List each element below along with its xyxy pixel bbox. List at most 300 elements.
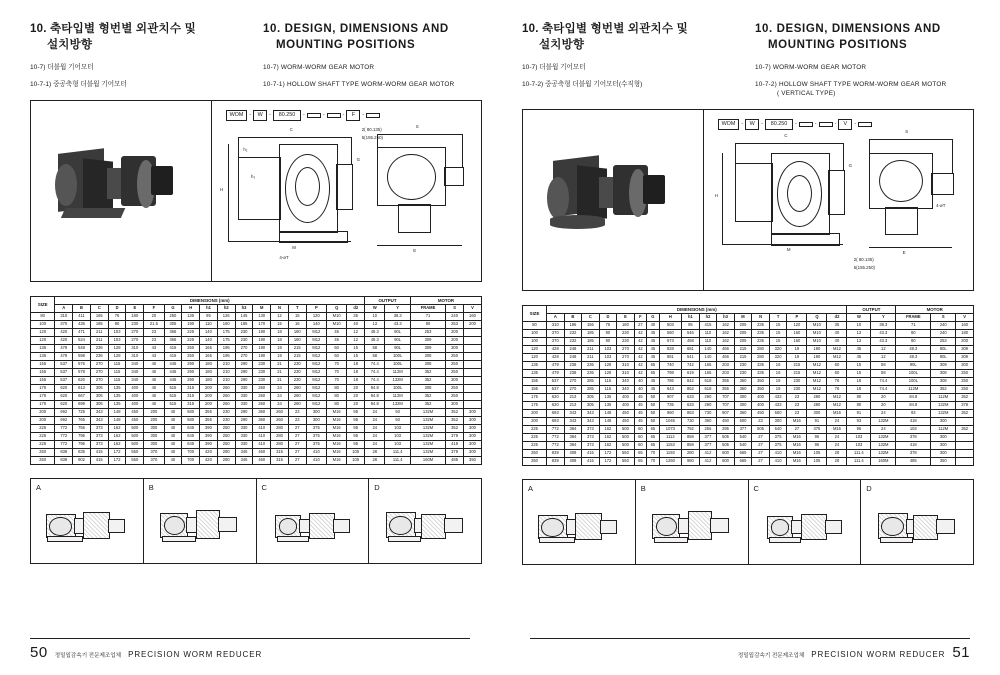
cell-y: 100L — [385, 384, 411, 392]
cell-s: 352 — [446, 408, 464, 416]
rgroup-output: OUTPUT — [847, 305, 896, 313]
cell-p: 375 — [306, 424, 326, 432]
cell-g: 365 — [164, 328, 182, 336]
cell-h: 645 — [182, 432, 200, 440]
cell-a: 370 — [547, 329, 565, 337]
cell-a: 772 — [547, 425, 565, 433]
left-sub-en-1: 10-7) WORM-WORM GEAR MOTOR — [263, 64, 375, 72]
cell-p: 230 — [787, 385, 807, 393]
worm-gear-motor-vertical-photo — [545, 146, 681, 250]
cell-d2: 95 — [347, 440, 365, 448]
cell-s: 250 — [446, 352, 464, 360]
cell-p: 120 — [306, 312, 326, 320]
table-row — [31, 408, 482, 416]
cell-e: 180 — [617, 321, 635, 329]
cell-frame: 485 — [896, 457, 931, 465]
cell-h3: 162 — [717, 329, 735, 337]
cell-m: 540 — [734, 433, 752, 441]
cell-p: M12 — [306, 400, 326, 408]
cell-size: 120 — [523, 345, 547, 353]
cell-q: 280 — [807, 393, 827, 401]
cell-c: 211 — [90, 328, 108, 336]
cell-v — [463, 376, 481, 384]
cell-m: 230 — [734, 361, 752, 369]
cell-g: 50 — [647, 409, 659, 417]
cell-b: 384 — [564, 425, 582, 433]
cell-m: 215 — [734, 353, 752, 361]
cell-y: 20 — [871, 393, 896, 401]
cell-q: 60 — [327, 352, 347, 360]
cell-n: 280 — [752, 345, 770, 353]
cell-q: 70 — [327, 368, 347, 376]
cell-g: 45 — [647, 329, 659, 337]
cell-h2: 412 — [699, 449, 717, 457]
cell-d: 115 — [599, 377, 617, 385]
column-header-w: W — [847, 313, 871, 321]
cell-v: 378 — [956, 401, 974, 409]
cell-t: 16 — [769, 361, 787, 369]
cell-frame: 378 — [896, 449, 931, 457]
cell-v: 352 — [956, 425, 974, 433]
column-header-y: Y — [871, 313, 896, 321]
cell-p: 215 — [787, 369, 807, 377]
cell-w: 13 — [847, 329, 871, 337]
cell-h3: 230 — [235, 328, 253, 336]
cell-size: 100 — [31, 320, 55, 328]
cell-d: 90 — [599, 337, 617, 345]
cell-c: 211 — [90, 336, 108, 344]
cell-h3: 330 — [235, 424, 253, 432]
cell-c: 185 — [582, 329, 600, 337]
cell-s: 240 — [931, 329, 956, 337]
cell-h1: 842 — [682, 377, 700, 385]
cell-n: 24 — [271, 392, 289, 400]
cell-a: 370 — [547, 337, 565, 345]
cell-w: 24 — [365, 408, 385, 416]
cell-g: 40 — [164, 440, 182, 448]
cell-e: 500 — [617, 433, 635, 441]
cell-d2: 28 — [827, 449, 847, 457]
cell-b: 186 — [564, 321, 582, 329]
cell-p: M12 — [306, 392, 326, 400]
cell-w: 15 — [847, 361, 871, 369]
table-row — [523, 401, 974, 409]
left-dimensions-table-wrap — [30, 296, 482, 465]
table-row — [31, 424, 482, 432]
cell-g: 70 — [647, 449, 659, 457]
cell-f: 42 — [634, 345, 646, 353]
cell-h1: 200 — [200, 384, 218, 392]
cell-m: 360 — [253, 408, 271, 416]
cell-f: 40 — [144, 360, 164, 368]
cell-g: 250 — [164, 312, 182, 320]
column-header-t: T — [288, 304, 306, 312]
cell-s: 308 — [931, 377, 956, 385]
cell-h3: 450 — [717, 417, 735, 425]
cell-v — [463, 352, 481, 360]
cell-p: 410 — [306, 448, 326, 456]
cell-d2: 105 — [347, 456, 365, 464]
cell-w: 24 — [365, 424, 385, 432]
column-header-g: G — [164, 304, 182, 312]
cell-d: 148 — [599, 417, 617, 425]
cell-h1: 280 — [682, 449, 700, 457]
cell-h1: 681 — [682, 345, 700, 353]
cell-q: M10 — [807, 329, 827, 337]
cell-s: 253 — [446, 320, 464, 328]
cell-c: 211 — [582, 353, 600, 361]
cell-d: 148 — [108, 416, 126, 424]
cell-c: 373 — [90, 424, 108, 432]
cell-h3: 290 — [235, 376, 253, 384]
cell-w: 28 — [365, 456, 385, 464]
cell-c: 305 — [90, 400, 108, 408]
cell-h2: 175 — [217, 328, 235, 336]
cell-h3: 505 — [717, 441, 735, 449]
left-footer — [0, 638, 500, 661]
cell-frame: 253 — [410, 328, 445, 336]
cell-h1: 140 — [200, 336, 218, 344]
cell-g: 65 — [647, 369, 659, 377]
cell-e: 450 — [617, 409, 635, 417]
cell-g: 40 — [164, 416, 182, 424]
cell-e: 550 — [126, 456, 144, 464]
cell-p: 23 — [787, 401, 807, 409]
cell-s: 352 — [446, 416, 464, 424]
cell-h2: 260 — [217, 400, 235, 408]
cell-q: 300 — [807, 409, 827, 417]
rmounting-label-c: C — [753, 483, 759, 493]
cell-size: 120 — [31, 328, 55, 336]
cell-w: 111.4 — [847, 449, 871, 457]
cell-e: 550 — [126, 448, 144, 456]
cell-a: 420 — [55, 336, 73, 344]
cell-c: 165 — [90, 312, 108, 320]
cell-q: M10 — [807, 321, 827, 329]
left-title-ko-line2: 설치방향 — [47, 38, 93, 51]
cell-f: 27 — [634, 321, 646, 329]
cell-d: 103 — [108, 328, 126, 336]
cell-v — [463, 344, 481, 352]
cell-g: 365 — [164, 336, 182, 344]
cell-h: 798 — [659, 369, 682, 377]
cell-size: 200 — [31, 408, 55, 416]
cell-b: 765 — [73, 416, 91, 424]
rgroup-motor: MOTOR — [896, 305, 974, 313]
table-row — [31, 376, 482, 384]
cell-g: 65 — [647, 425, 659, 433]
cell-b: 408 — [564, 449, 582, 457]
cell-m: 260 — [253, 384, 271, 392]
cell-g: 50 — [647, 417, 659, 425]
right-model-code: WOM - W - 80.250 - - - V - — [718, 119, 875, 130]
cell-m: 300 — [734, 393, 752, 401]
cell-h: 843 — [659, 385, 682, 393]
cell-e: 400 — [126, 384, 144, 392]
cell-m: 350 — [734, 385, 752, 393]
cell-t: 230 — [288, 360, 306, 368]
cell-q: M16 — [327, 416, 347, 424]
cell-size: 135 — [31, 344, 55, 352]
footer-en-right: PRECISION WORM REDUCER — [811, 650, 946, 659]
cell-m: 540 — [734, 441, 752, 449]
column-header-p: P — [306, 304, 326, 312]
cell-h3: 290 — [235, 368, 253, 376]
cell-f: 60 — [634, 433, 646, 441]
cell-d2: 24 — [827, 433, 847, 441]
cell-f: 42 — [634, 361, 646, 369]
cell-d2: 105 — [347, 448, 365, 456]
cell-f: 42 — [634, 353, 646, 361]
cell-y: 111.4 — [385, 456, 411, 464]
cell-b: 238 — [564, 361, 582, 369]
cell-v: 300 — [463, 408, 481, 416]
column-header-h2: h2 — [217, 304, 235, 312]
cell-b: 471 — [73, 328, 91, 336]
cell-h3: 505 — [717, 433, 735, 441]
cell-h: 503 — [659, 321, 682, 329]
cell-q: M12 — [807, 377, 827, 385]
cell-y: 93 — [385, 416, 411, 424]
cell-b: 755 — [73, 424, 91, 432]
cell-q: M10 — [327, 312, 347, 320]
cell-h2: 210 — [217, 360, 235, 368]
cell-m: 360 — [253, 416, 271, 424]
cell-f: 42 — [634, 369, 646, 377]
cell-g: 515 — [164, 400, 182, 408]
right-sub-en-2-line2: ( VERTICAL TYPE) — [777, 90, 836, 98]
cell-f: 300 — [144, 440, 164, 448]
cell-m: 460 — [253, 448, 271, 456]
cell-y: 103 — [385, 432, 411, 440]
cell-p: 375 — [306, 432, 326, 440]
cell-t: 180 — [288, 336, 306, 344]
cell-n: 24 — [271, 384, 289, 392]
cell-d2: M12 — [827, 393, 847, 401]
cell-t: 230 — [288, 376, 306, 384]
cell-s: 200 — [446, 336, 464, 344]
cell-e: 310 — [126, 344, 144, 352]
cell-f: 43 — [144, 352, 164, 360]
cell-a: 310 — [55, 312, 73, 320]
cell-s: 300 — [446, 344, 464, 352]
cell-h3: 295 — [717, 425, 735, 433]
cell-s: 378 — [446, 432, 464, 440]
right-header-korean — [522, 22, 741, 99]
left-title-en-line2: MOUNTING POSITIONS — [276, 38, 416, 51]
footer-rule-right — [530, 638, 970, 639]
cell-h: 735 — [659, 401, 682, 409]
right-figure-block — [522, 109, 974, 291]
column-header-v: V — [463, 304, 481, 312]
page-number-right: 51 — [952, 644, 970, 661]
cell-f: 300 — [144, 432, 164, 440]
cell-s: 112M — [931, 425, 956, 433]
cell-v: 180 — [956, 329, 974, 337]
right-sub-ko-2: 10-7-2) 중공축형 더블웜 기어모터(수직형) — [522, 80, 643, 88]
cell-e: 500 — [126, 440, 144, 448]
cell-f: 40 — [144, 376, 164, 384]
cell-a: 772 — [55, 440, 73, 448]
cell-a: 772 — [55, 432, 73, 440]
mounting-cell-a — [31, 479, 144, 563]
column-header-g: G — [647, 313, 659, 321]
cell-c: 305 — [90, 384, 108, 392]
cell-d2: M16 — [827, 425, 847, 433]
cell-frame: 132M — [410, 408, 445, 416]
cell-e: 310 — [617, 369, 635, 377]
cell-d2: 35 — [347, 312, 365, 320]
cell-t: 27 — [288, 440, 306, 448]
cell-a: 479 — [55, 344, 73, 352]
rtable-column-header-row — [523, 313, 974, 321]
cell-t: 230 — [288, 368, 306, 376]
cell-p: M16 — [787, 441, 807, 449]
group-motor: MOTOR — [410, 296, 481, 304]
cell-c: 185 — [90, 320, 108, 328]
cell-a: 428 — [547, 345, 565, 353]
cell-h: 645 — [182, 424, 200, 432]
cell-b: 795 — [73, 440, 91, 448]
cell-v — [956, 433, 974, 441]
cell-q: M16 — [327, 440, 347, 448]
cell-d2: 76 — [827, 377, 847, 385]
cell-c: 236 — [582, 369, 600, 377]
cell-e: 500 — [126, 424, 144, 432]
cell-m: 665 — [734, 457, 752, 465]
table-row — [523, 361, 974, 369]
cell-size: 200 — [523, 409, 547, 417]
cell-d: 135 — [108, 392, 126, 400]
mounting-cell-b — [144, 479, 257, 563]
cell-f: 200 — [144, 408, 164, 416]
cell-g: 45 — [647, 353, 659, 361]
cell-y: 112M — [385, 392, 411, 400]
cell-frame: 132M — [410, 440, 445, 448]
cell-t: 19 — [769, 377, 787, 385]
cell-a: 428 — [547, 353, 565, 361]
cell-frame: 308 — [410, 384, 445, 392]
mounting-label-b: B — [148, 482, 154, 492]
cell-d: 135 — [108, 400, 126, 408]
right-sub-en-1: 10-7) WORM-WORM GEAR MOTOR — [755, 64, 867, 72]
rmounting-figure-a — [532, 503, 626, 552]
cell-n: 235 — [752, 337, 770, 345]
cell-h1: 633 — [682, 401, 700, 409]
cell-y: 93 — [385, 408, 411, 416]
cell-h3: 145 — [235, 312, 253, 320]
cell-g: 445 — [164, 376, 182, 384]
cell-m: 215 — [734, 345, 752, 353]
cell-t: 15 — [769, 337, 787, 345]
cell-frame: 100L — [896, 377, 931, 385]
cell-frame: 100L — [896, 369, 931, 377]
cell-a: 692 — [55, 416, 73, 424]
table-row — [31, 352, 482, 360]
column-header-h: H — [182, 304, 200, 312]
cell-h1: 140 — [200, 328, 218, 336]
column-header-d: D — [108, 304, 126, 312]
cell-y: 90L — [385, 344, 411, 352]
rmounting-figure-c — [757, 503, 851, 552]
cell-b: 343 — [564, 409, 582, 417]
cell-c: 343 — [90, 416, 108, 424]
cell-e: 340 — [617, 377, 635, 385]
cell-b: 270 — [564, 377, 582, 385]
column-header-m: M — [253, 304, 271, 312]
cell-f: 23 — [144, 336, 164, 344]
cell-s: 485 — [446, 456, 464, 464]
column-header-c: C — [582, 313, 600, 321]
cell-n: 21 — [271, 368, 289, 376]
cell-q: 70 — [327, 360, 347, 368]
column-header-h1: h1 — [200, 304, 218, 312]
cell-q: M16 — [327, 456, 347, 464]
cell-v — [956, 441, 974, 449]
cell-y: 24 — [871, 409, 896, 417]
cell-y: 58 — [871, 369, 896, 377]
cell-p: M12 — [306, 384, 326, 392]
cell-y: 43.3 — [385, 320, 411, 328]
cell-p: M16 — [787, 457, 807, 465]
cell-d: 172 — [108, 456, 126, 464]
column-header-h3: h3 — [235, 304, 253, 312]
cell-c: 373 — [90, 440, 108, 448]
cell-a: 772 — [547, 433, 565, 441]
cell-q: M12 — [807, 369, 827, 377]
right-sub-ko-1: 10-7) 더블웜 기어모터 — [522, 64, 586, 72]
cell-c: 211 — [582, 345, 600, 353]
cell-p: M12 — [306, 376, 326, 384]
cell-h2: 730 — [699, 409, 717, 417]
cell-h1: 165 — [200, 344, 218, 352]
cell-frame: 309 — [410, 344, 445, 352]
column-header-n: N — [271, 304, 289, 312]
table-row — [31, 368, 482, 376]
cell-t: 180 — [288, 328, 306, 336]
cell-f: 65 — [634, 449, 646, 457]
cell-d: 115 — [108, 368, 126, 376]
cell-w: 84.8 — [365, 384, 385, 392]
cell-c: 415 — [90, 456, 108, 464]
cell-h: 290 — [182, 368, 200, 376]
code-seg-0: WOM — [226, 110, 248, 121]
cell-m: 350 — [734, 377, 752, 385]
column-header-t: T — [769, 313, 787, 321]
right-footer — [500, 638, 1000, 661]
cell-h2: 230 — [217, 408, 235, 416]
table-row — [31, 328, 482, 336]
cell-f: 40 — [144, 392, 164, 400]
column-header-s: S — [931, 313, 956, 321]
cell-m: 410 — [253, 432, 271, 440]
cell-h: 573 — [659, 337, 682, 345]
cell-c: 373 — [582, 425, 600, 433]
cell-q: M10 — [807, 337, 827, 345]
cell-g: 515 — [164, 384, 182, 392]
cell-frame: 48.3 — [896, 345, 931, 353]
cell-v — [463, 328, 481, 336]
cell-m: 190 — [253, 336, 271, 344]
cell-h3: 270 — [235, 344, 253, 352]
right-dimensions-table — [522, 305, 974, 466]
cell-w: 91 — [847, 409, 871, 417]
cell-h2: 195 — [217, 352, 235, 360]
cell-frame: 112M — [896, 385, 931, 393]
cell-v — [463, 392, 481, 400]
cell-h: 828 — [659, 345, 682, 353]
cell-e: 450 — [126, 416, 144, 424]
